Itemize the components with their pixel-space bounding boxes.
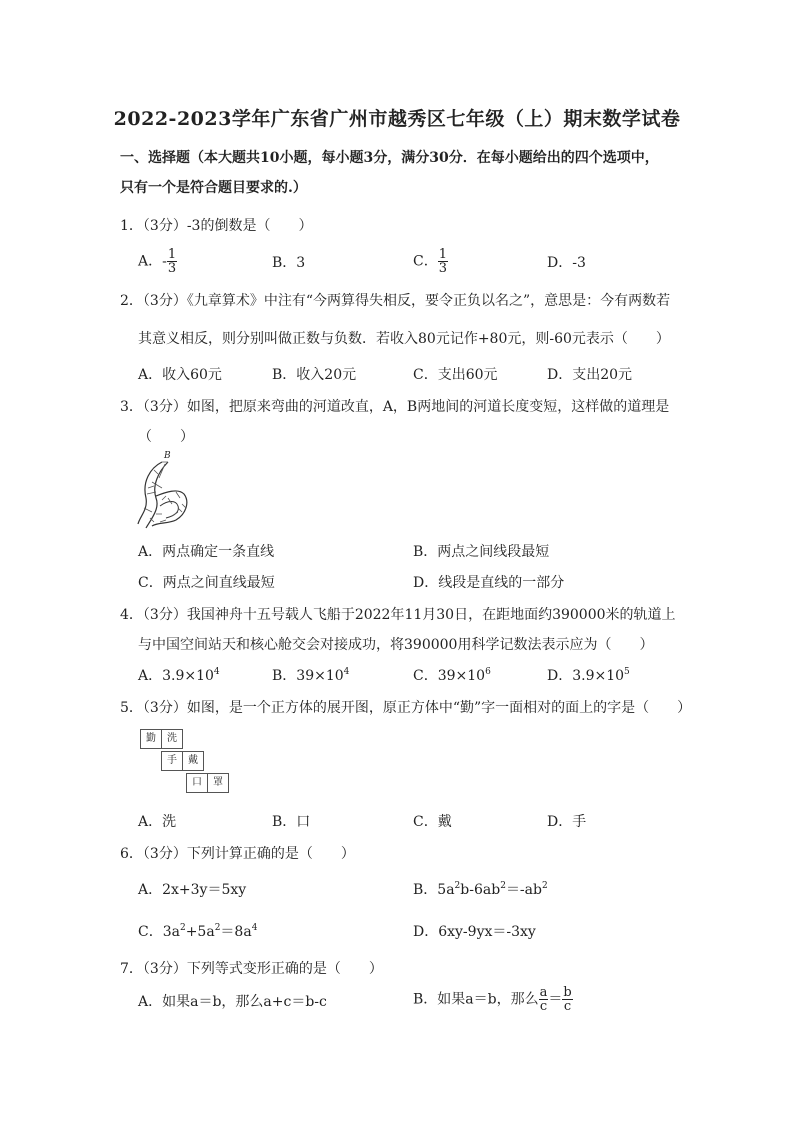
q6-c-exp: 4 [251,923,258,933]
q1-a-denominator: 3 [167,261,177,276]
q6-option-b [413,879,548,899]
river-label-b: B [164,451,171,461]
section-header-line1: 一、选择题（本大题共10小题，每小题3分，满分30分．在每小题给出的四个选项中， [120,150,659,166]
q6-c-part: +5a [185,924,215,940]
q7-b-den2: c [563,999,572,1014]
q7-b-prefix: B．如果a＝b，那么 [413,991,539,1008]
q7-option-a: A．如果a＝b，那么a+c＝b-c [138,994,327,1010]
q5-option-b: B．口 [272,814,311,830]
q1-c-denominator: 3 [438,261,447,276]
q4-d-exponent: 5 [624,667,630,677]
q3-option-c: C．两点之间直线最短 [138,575,275,591]
cube-net-cell: 手 [161,751,183,771]
q6-b-exp: 2 [454,881,461,891]
page-title: 2022-2023学年广东省广州市越秀区七年级（上）期末数学试卷 [113,108,681,130]
q1-option-a-fraction [167,248,177,275]
q7-stem: 7．（3分）下列等式变形正确的是（ ） [120,961,383,977]
q6-b-part: B．5a [413,882,455,898]
q5-option-c: C．戴 [413,814,452,830]
q4-c-exponent: 6 [485,667,491,677]
q6-c-part: ＝8a [220,924,252,940]
section-header-line2: 只有一个是符合题目要求的.） [120,180,307,196]
q3-option-d: D．线段是直线的一部分 [413,575,565,591]
q4-stem-line1: 4．（3分）我国神舟十五号载人飞船于2022年11月30日，在距地面约390000米的轨道上 [120,607,676,623]
q2-option-c: C．支出60元 [413,367,498,383]
q4-option-a [138,665,220,685]
q7-b-fraction-right [562,986,572,1013]
q1-c-numerator: 1 [438,247,447,262]
q2-stem-line1: 2．（3分）《九章算术》中注有“今两算得失相反，要令正负以名之”，意思是：今有两数若 [120,293,671,309]
q4-option-d [547,665,630,685]
q4-a-exponent: 4 [213,667,220,677]
q6-b-exp: 2 [541,881,548,891]
q4-stem-line2: 与中国空间站天和核心舱交会对接成功，将390000用科学记数法表示应为（ ） [138,637,654,653]
q4-b-exponent: 4 [343,667,350,677]
cube-net-cell: 口 [186,773,208,793]
cube-net-cell: 洗 [161,729,183,749]
q4-c-base: C．39×10 [413,668,486,684]
q3-stem-line1: 3．（3分）如图，把原来弯曲的河道改直，A，B两地间的河道长度变短，这样做的道理是 [120,399,670,415]
q7-b-equals: ＝ [548,991,563,1008]
q5-option-d: D．手 [547,814,587,830]
river-figure [132,448,194,532]
q6-c-exp: 2 [214,923,221,933]
q1-a-numerator: 1 [167,247,177,262]
q6-c-part: C．3a [138,924,180,940]
q1-option-a [138,248,177,275]
q1-option-d: D．-3 [547,255,586,271]
q1-option-c [413,248,448,275]
q2-option-a: A．收入60元 [138,367,222,383]
q5-option-a: A．洗 [138,814,177,830]
q2-option-d: D．支出20元 [547,367,633,383]
q7-b-den1: c [539,999,548,1014]
q6-option-d: D．6xy-9yx＝-3xy [413,924,536,940]
q3-option-a: A．两点确定一条直线 [138,544,275,560]
q1-option-c-prefix: C． [413,253,438,270]
q4-option-b [272,665,349,685]
q6-b-part: b-6ab [460,882,501,898]
q4-a-base: A．3.9×10 [138,668,214,684]
q1-stem: 1．（3分）-3的倒数是（ ） [120,218,313,234]
cube-net [140,729,230,795]
cube-net-cell: 罩 [207,773,229,793]
q7-option-b [413,986,573,1013]
q6-b-exp: 2 [500,881,506,891]
q3-option-b: B．两点之间线段最短 [413,544,550,560]
q4-b-base: B．39×10 [272,668,344,684]
q4-d-base: D．3.9×10 [547,668,625,684]
q7-b-num1: a [539,985,548,1000]
q5-stem: 5．（3分）如图，是一个正方体的展开图，原正方体中“勤”字一面相对的面上的字是（ ） [120,700,692,716]
q6-b-part: ＝-ab [505,882,542,898]
river-drawing [132,448,194,532]
q7-b-num2: b [563,985,572,1000]
q2-stem-line2: 其意义相反，则分别叫做正数与负数．若收入80元记作+80元，则-60元表示（ ） [138,331,670,347]
cube-net-cell: 勤 [140,729,162,749]
cube-net-cell: 戴 [182,751,204,771]
q7-b-fraction-left [539,986,549,1013]
q6-c-exp: 2 [179,923,186,933]
q1-option-a-prefix: A．- [138,253,167,270]
q1-option-c-fraction [438,248,448,275]
q1-option-b: B．3 [272,255,306,271]
q4-option-c [413,665,491,685]
q3-stem-line2: （ ） [138,429,194,445]
q6-option-a: A．2x+3y＝5xy [138,882,247,898]
q6-stem: 6．（3分）下列计算正确的是（ ） [120,846,355,862]
q6-option-c [138,921,257,941]
q2-option-b: B．收入20元 [272,367,357,383]
